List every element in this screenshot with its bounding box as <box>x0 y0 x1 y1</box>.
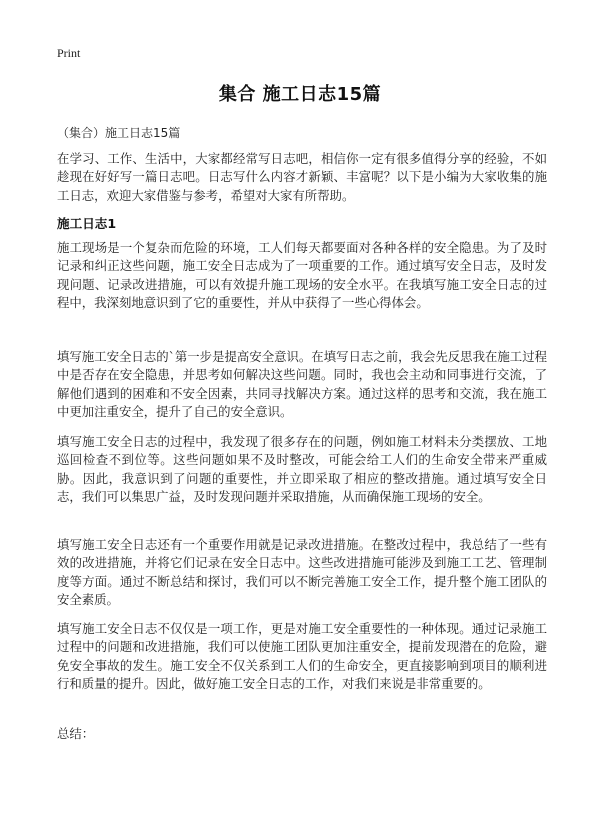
article-subtitle: （集合）施工日志15篇 <box>57 126 181 140</box>
body-paragraph-4: 填写施工安全日志还有一个重要作用就是记录改进措施。在整改过程中，我总结了一些有效的改进措施，并将它们记录在安全日志中。这些改进措施可能涉及到施工工艺、管理制度等方面。通过不断总结和探讨，我们可以不断完善施工安全工作，提升整个施工团队的安全素质。 <box>57 537 547 608</box>
section-heading: 施工日志1 <box>57 216 117 231</box>
body-paragraph-1: 施工现场是一个复杂而危险的环境，工人们每天都要面对各种各样的安全隐患。为了及时记录和纠正这些问题，施工安全日志成为了一项重要的工作。通过填写安全日志，及时发现问题、记录改进措施，可以有效提升施工现场的安全水平。在我填写施工安全日志的过程中，我深刻地意识到了它的重要性，并从中获得了一些心得体会。 <box>57 240 547 311</box>
body-paragraph-5: 填写施工安全日志不仅仅是一项工作，更是对施工安全重要性的一种体现。通过记录施工过程中的问题和改进措施，我们可以使施工团队更加注重安全，提前发现潜在的危险，避免安全事故的发生。施工安全不仅关系到工人们的生命安全，更直接影响到项目的顺利进行和质量的提升。因此，做好施工安全日志的工作，对我们来说是非常重要的。 <box>57 621 547 692</box>
intro-paragraph: 在学习、工作、生活中，大家都经常写日志吧，相信你一定有很多值得分享的经验，不如趁现在好好写一篇日志吧。日志写什么内容才新颖、丰富呢？以下是小编为大家收集的施工日志，欢迎大家借鉴与参考，希望对大家有所帮助。 <box>57 151 547 203</box>
body-paragraph-3: 填写施工安全日志的过程中，我发现了很多存在的问题，例如施工材料未分类摆放、工地巡回检查不到位等。这些问题如果不及时整改，可能会给工人们的生命安全带来严重威胁。因此，我意识到了问题的重要性，并立即采取了相应的整改措施。通过填写安全日志，我们可以集思广益，及时发现问题并采取措施，从而确保施工现场的安全。 <box>57 434 547 505</box>
page-title: 集合 施工日志15篇 <box>218 84 382 105</box>
summary-label: 总结： <box>57 726 95 741</box>
body-paragraph-2: 填写施工安全日志的`第一步是提高安全意识。在填写日志之前，我会先反思我在施工过程中是否存在安全隐患，并思考如何解决这些问题。同时，我也会主动和同事进行交流，了解他们遇到的困难和不安全因素，共同寻找解决方案。通过这样的思考和交流，我在施工中更加注重安全，提升了自己的安全意识。 <box>57 349 547 420</box>
print-link[interactable]: Print <box>57 46 81 60</box>
